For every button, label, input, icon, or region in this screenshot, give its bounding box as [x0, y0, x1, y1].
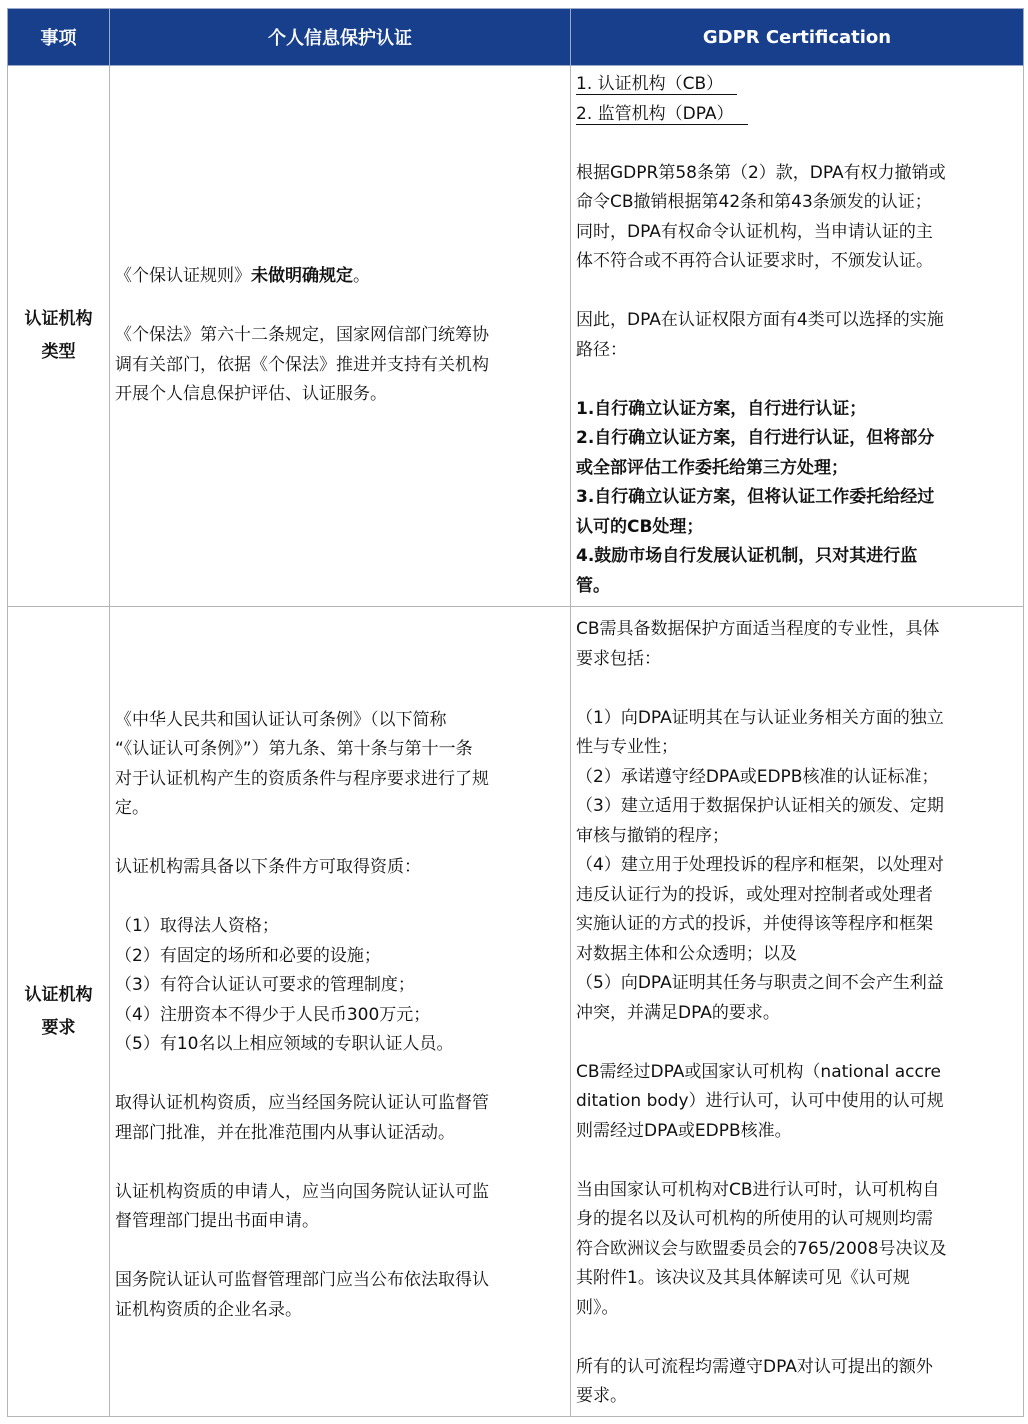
gdpr-text-line: 性与专业性；: [576, 737, 678, 757]
gdpr-text-line: 符合欧洲议会与欧盟委员会的765/2008号决议及: [576, 1238, 947, 1259]
pipl-text-line: [115, 824, 564, 854]
pipl-text-line: （4）注册资本不得少于人民币300万元；: [115, 1004, 431, 1025]
gdpr-text-line: [576, 129, 1017, 159]
header-item: 事项: [8, 9, 110, 66]
gdpr-text-line: 管。: [576, 575, 610, 596]
gdpr-text-line: 根据GDPR第58条第（2）款，DPA有权力撤销或: [576, 162, 946, 183]
row-cb-requirements: [8, 607, 1024, 1417]
gdpr-text-line: [576, 1146, 1017, 1176]
gdpr-text-line: 路径：: [576, 339, 627, 360]
gdpr-cell-cb-requirements: [571, 607, 1024, 1417]
pipl-text-line: 证机构资质的企业名录。: [115, 1299, 302, 1320]
header-row: [8, 9, 1024, 66]
gdpr-text-line: 要求。: [576, 1386, 627, 1406]
gdpr-text-line: 要求包括：: [576, 648, 661, 669]
pipl-text-line: 国务院认证认可监督管理部门应当公布依法取得认: [115, 1270, 489, 1291]
pipl-text-line: 《个保法》第六十二条规定，国家网信部门统筹协: [115, 325, 489, 346]
item-label-line: 认证机构: [24, 984, 93, 1005]
gdpr-text-line: [576, 1028, 1017, 1058]
gdpr-text-line: 则需经过DPA或EDPB核准。: [576, 1120, 792, 1141]
gdpr-text-line: [576, 365, 1017, 395]
pipl-text-line: （2）有固定的场所和必要的设施；: [115, 945, 381, 966]
gdpr-text-line: 违反认证行为的投诉，或处理对控制者或处理者: [576, 884, 933, 905]
pipl-text-line: [115, 1237, 564, 1267]
item-label-line: 类型: [41, 342, 76, 362]
gdpr-text-line: 1. 认证机构（CB）: [576, 70, 1017, 100]
gdpr-text-line: 所有的认可流程均需遵守DPA对认可提出的额外: [576, 1356, 933, 1377]
gdpr-text-line: （2）承诺遵守经DPA或EDPB核准的认证标准；: [576, 766, 939, 787]
gdpr-text-line: 同时，DPA有权命令认证机构，当申请认证的主: [576, 221, 933, 242]
gdpr-text-line: 2. 监管机构（DPA）: [576, 100, 1017, 130]
gdpr-text-line: [576, 277, 1017, 307]
pipl-text-line: 调有关部门，依据《个保法》推进并支持有关机构: [115, 354, 489, 375]
gdpr-text-line: 3.自行确立认证方案，但将认证工作委托给经过: [576, 487, 935, 507]
gdpr-text-line: 其附件1。该决议及其具体解读可见《认可规: [576, 1268, 910, 1288]
gdpr-text-line: 审核与撤销的程序；: [576, 825, 729, 846]
gdpr-text-line: 1.自行确立认证方案，自行进行认证；: [576, 398, 867, 419]
pipl-text-line: 开展个人信息保护评估、认证服务。: [115, 384, 387, 405]
pipl-text-line: （5）有10名以上相应领域的专职认证人员。: [115, 1034, 454, 1055]
gdpr-text-line: （3）建立适用于数据保护认证相关的颁发、定期: [576, 796, 944, 816]
comparison-table: [7, 8, 1024, 1417]
pipl-text-line: 认证机构资质的申请人，应当向国务院认证认可监: [115, 1181, 489, 1202]
pipl-text-line: [115, 883, 564, 913]
row-cb-type: [8, 66, 1024, 607]
item-label-line: 要求: [41, 1017, 76, 1038]
pipl-cell-cb-type: [110, 66, 571, 607]
header-pipl: 个人信息保护认证: [110, 9, 571, 66]
gdpr-text-line: 则》。: [576, 1297, 619, 1318]
pipl-text-line: 定。: [115, 798, 149, 819]
pipl-text-line: 取得认证机构资质，应当经国务院认证认可监督管: [115, 1093, 489, 1114]
pipl-text-line: （1）取得法人资格；: [115, 916, 279, 937]
pipl-text-line: [115, 1148, 564, 1178]
gdpr-text-line: 认可的CB处理；: [576, 516, 704, 537]
gdpr-text-line: 体不符合或不再符合认证要求时，不颁发认证。: [576, 251, 933, 271]
gdpr-text-line: CB需经过DPA或国家认可机构（national accre: [576, 1061, 941, 1082]
gdpr-text-line: 实施认证的方式的投诉，并使得该等程序和框架: [576, 914, 933, 934]
gdpr-text-line: [576, 674, 1017, 704]
gdpr-text-line: 4.鼓励市场自行发展认证机制，只对其进行监: [576, 546, 918, 566]
header-gdpr: GDPR Certification: [571, 9, 1024, 66]
pipl-text-line: “《认证认可条例》”）第九条、第十条与第十一条: [115, 739, 473, 760]
item-label-line: 认证机构: [24, 309, 93, 329]
pipl-text-line: 认证机构需具备以下条件方可取得资质：: [115, 857, 421, 878]
gdpr-text-line: （5）向DPA证明其任务与职责之间不会产生利益: [576, 973, 944, 993]
pipl-text-line: （3）有符合认证认可要求的管理制度；: [115, 975, 415, 996]
item-cell-cb-requirements: [8, 607, 110, 1417]
gdpr-text-line: ditation body）进行认可，认可中使用的认可规: [576, 1091, 944, 1111]
gdpr-text-line: 命令CB撤销根据第42条和第43条颁发的认证；: [576, 192, 932, 212]
gdpr-text-line: 2.自行确立认证方案，自行进行认证，但将部分: [576, 428, 935, 448]
pipl-text-line: 理部门批准，并在批准范围内从事认证活动。: [115, 1122, 455, 1143]
pipl-cell-cb-requirements: [110, 607, 571, 1417]
gdpr-text-line: （4）建立用于处理投诉的程序和框架，以处理对: [576, 855, 944, 875]
gdpr-text-line: [576, 1323, 1017, 1353]
gdpr-text-line: （1）向DPA证明其在与认证业务相关方面的独立: [576, 707, 944, 728]
gdpr-text-line: 对数据主体和公众透明；以及: [576, 943, 797, 964]
gdpr-text-line: 冲突，并满足DPA的要求。: [576, 1002, 780, 1023]
pipl-text-line: [115, 1060, 564, 1090]
gdpr-text-line: 当由国家认可机构对CB进行认可时，认可机构自: [576, 1179, 940, 1200]
pipl-text-line: 《个保认证规则》未做明确规定。: [115, 266, 370, 287]
pipl-text-line: 督管理部门提出书面申请。: [115, 1211, 319, 1232]
pipl-text-line: 对于认证机构产生的资质条件与程序要求进行了规: [115, 768, 489, 789]
gdpr-cell-cb-type: [571, 66, 1024, 607]
gdpr-text-line: 因此，DPA在认证权限方面有4类可以选择的实施: [576, 310, 944, 330]
pipl-text-line: 《中华人民共和国认证认可条例》（以下简称: [115, 709, 447, 730]
pipl-text-line: [115, 292, 564, 322]
gdpr-text-line: 或全部评估工作委托给第三方处理；: [576, 457, 848, 478]
item-cell-cb-type: [8, 66, 110, 607]
gdpr-text-line: CB需具备数据保护方面适当程度的专业性，具体: [576, 619, 940, 639]
gdpr-text-line: 身的提名以及认可机构的所使用的认可规则均需: [576, 1209, 933, 1229]
